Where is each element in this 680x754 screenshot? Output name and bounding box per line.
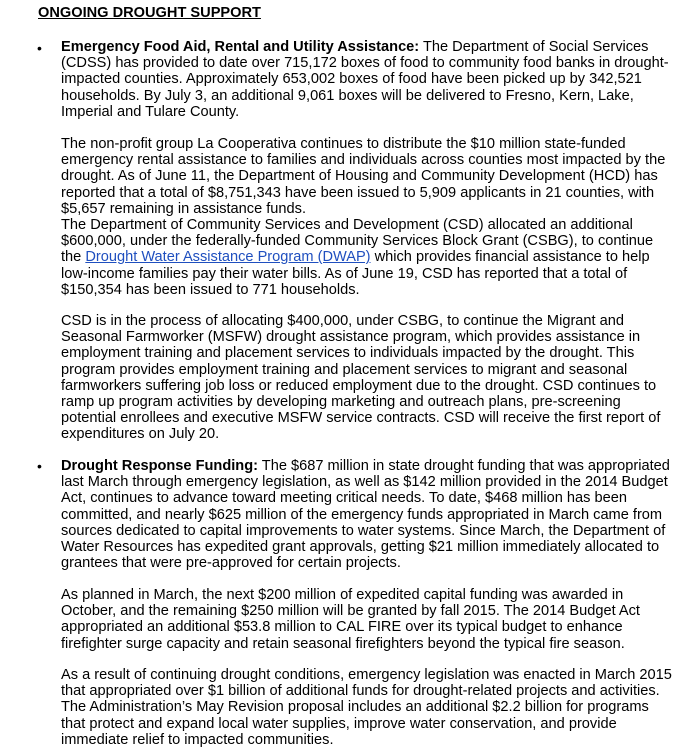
- paragraph-emergency-legislation: [61, 667, 672, 748]
- text-line: immediate relief to impacted communities.: [61, 731, 334, 748]
- text-line: [61, 39, 661, 55]
- paragraph-emergency-food-aid: [61, 39, 669, 120]
- text-line: sources dedicated to capital improvements to water systems. Since March, the Department of: [61, 522, 666, 539]
- text-run: which provides financial assistance to help: [370, 249, 650, 266]
- text-run: The $687 million in state drought funding that was appropriated: [258, 458, 670, 474]
- paragraph-capital-funding: [61, 587, 661, 652]
- text-line: that protect and expand local water supplies, improve water conservation, and provide: [61, 715, 617, 732]
- section-heading: ONGOING DROUGHT SUPPORT: [38, 5, 261, 21]
- text-line: firefighter surge capacity and retain seasonal firefighters beyond the typical fire season.: [61, 635, 625, 652]
- text-line: (CDSS) has provided to date over 715,172 boxes of food to community food banks in drought-: [61, 55, 669, 72]
- text-line: grantees that were pre-approved for certain projects.: [61, 555, 401, 572]
- text-line: reported that a total of $8,751,343 have been issued to 5,909 applicants in 21 counties, with: [61, 184, 655, 201]
- text-run: the: [61, 249, 86, 266]
- text-line: employment training and placement services to individuals impacted by the drought. This: [61, 345, 635, 362]
- text-line: Seasonal Farmworker (MSFW) drought assistance program, which provides assistance in: [61, 329, 641, 346]
- text-line: The Department of Community Services and Development (CSD) allocated an additional: [61, 216, 633, 233]
- text-line: impacted counties. Approximately 653,002 boxes of food have been picked up by 342,521: [61, 71, 642, 88]
- paragraph-drought-response-funding: [61, 458, 670, 572]
- bullet-marker: •: [37, 40, 42, 56]
- text-line: As planned in March, the next $200 million of expedited capital funding was awarded in: [61, 587, 624, 603]
- text-run: The Department of Social Services: [419, 39, 649, 55]
- text-line: [61, 458, 670, 474]
- paragraph-rental-assistance: [61, 136, 666, 298]
- text-line: farmworkers suffering job loss or reduced employment due to the drought. CSD continues to: [61, 377, 657, 394]
- text-line: drought. As of June 11, the Department of Housing and Community Development (HCD) has: [61, 168, 658, 185]
- text-line: CSD is in the process of allocating $400,000, under CSBG, to continue the Migrant and: [61, 313, 624, 329]
- bullet-marker: •: [37, 458, 42, 474]
- text-line: program provides employment training and placement services to migrant and seasonal: [61, 361, 628, 378]
- paragraph-lead: Drought Response Funding:: [61, 458, 258, 474]
- text-line: appropriated an additional $53.8 million to CAL FIRE over its typical budget to enhance: [61, 619, 623, 636]
- text-line: last March through emergency legislation, as well as $142 million provided in the 2014 Budget: [61, 474, 668, 491]
- paragraph-msfw-program: [61, 313, 661, 443]
- text-line: low-income families pay their water bills. As of June 19, CSD has reported that a total of: [61, 265, 628, 282]
- paragraph-lead: Emergency Food Aid, Rental and Utility Assistance:: [61, 39, 420, 55]
- text-line: potential enrollees and executive MSFW service contracts. CSD will receive the first report of: [61, 410, 661, 427]
- dwap-link[interactable]: Drought Water Assistance Program (DWAP): [85, 249, 371, 266]
- text-line: Water Resources has expedited grant approvals, getting $21 million immediately allocated to: [61, 538, 660, 555]
- text-line: emergency rental assistance to families and individuals across counties most impacted by the: [61, 152, 666, 169]
- text-line: that appropriated over $1 billion of additional funds for drought-related projects and activities.: [61, 683, 660, 700]
- text-line: The Administration’s May Revision proposal includes an additional $2.2 billion for programs: [61, 699, 649, 716]
- text-line: households. By July 3, an additional 9,061 boxes will be delivered to Fresno, Kern, Lake,: [61, 87, 634, 104]
- text-line: [61, 249, 661, 265]
- text-line: $150,354 has been issued to 771 households.: [61, 281, 360, 298]
- text-line: Imperial and Tulare County.: [61, 103, 240, 120]
- text-line: $5,657 remaining in assistance funds.: [61, 200, 307, 217]
- text-line: The non-profit group La Cooperativa continues to distribute the $10 million state-funded: [61, 136, 626, 152]
- text-line: As a result of continuing drought conditions, emergency legislation was enacted in March 2015: [61, 667, 672, 683]
- text-line: committed, and nearly $625 million of the emergency funds appropriated in March came from: [61, 506, 663, 523]
- text-line: October, and the remaining $250 million will be granted by fall 2015. The 2014 Budget Act: [61, 603, 640, 620]
- text-line: $600,000, under the federally-funded Community Services Block Grant (CSBG), to continue: [61, 233, 654, 250]
- text-line: Act, continues to advance toward meeting critical needs. To date, $468 million has been: [61, 490, 627, 507]
- text-line: ramp up program activities by developing marketing and outreach plans, pre-screening: [61, 393, 621, 410]
- text-line: expenditures on July 20.: [61, 426, 220, 443]
